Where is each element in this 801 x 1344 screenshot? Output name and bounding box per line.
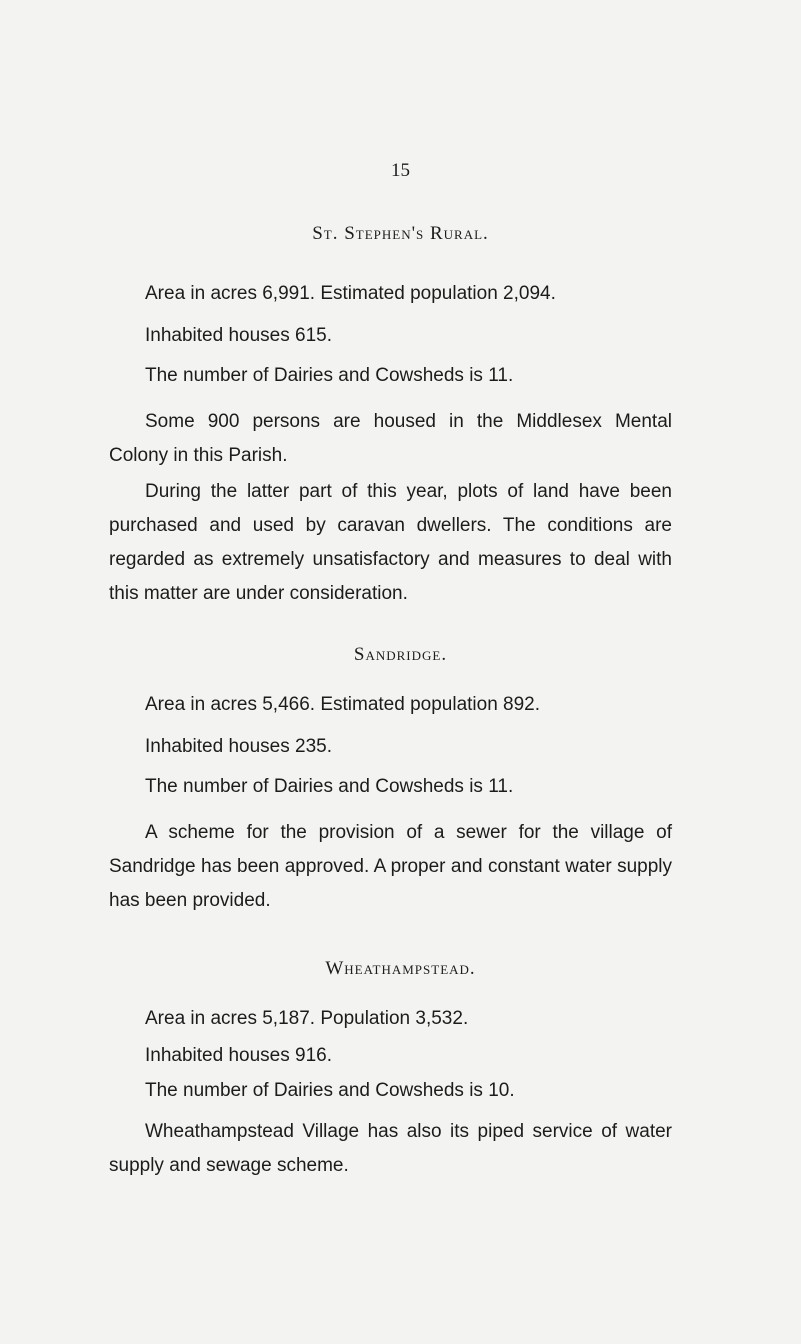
sandridge-houses-line: Inhabited houses 235.: [145, 736, 332, 757]
sandridge-sewer-text: A scheme for the provision of a sewer for the village of Sandridge has been approved. A proper and constant water supply has been provided.: [109, 822, 672, 911]
st-stephens-houses-line: Inhabited houses 615.: [145, 325, 332, 346]
st-stephens-dairies-line: The number of Dairies and Cowsheds is 11.: [145, 365, 514, 386]
st-stephens-caravan-text: During the latter part of this year, plots of land have been purchased and used by caravan dwellers. The conditions are regarded as extremely unsatisfactory and measures to deal with this matter are under consideration.: [109, 481, 672, 604]
wheathampstead-water-paragraph: [109, 1115, 672, 1183]
st-stephens-caravan-paragraph: [109, 475, 672, 611]
wheathampstead-dairies-line: The number of Dairies and Cowsheds is 10.: [145, 1080, 515, 1101]
wheathampstead-houses-line: Inhabited houses 916.: [145, 1045, 332, 1066]
st-stephens-colony-paragraph: [109, 405, 672, 473]
sandridge-dairies-line: The number of Dairies and Cowsheds is 11.: [145, 776, 514, 797]
section-heading-st-stephens: St. Stephen's Rural.: [312, 223, 489, 244]
sandridge-area-line: Area in acres 5,466. Estimated population 892.: [145, 694, 541, 715]
page-number: 15: [391, 160, 410, 181]
section-heading-wheathampstead: Wheathampstead.: [325, 958, 476, 979]
sandridge-sewer-paragraph: [109, 816, 672, 918]
st-stephens-area-line: Area in acres 6,991. Estimated population 2,094.: [145, 283, 556, 304]
st-stephens-colony-text: Some 900 persons are housed in the Middlesex Mental Colony in this Parish.: [109, 411, 672, 466]
wheathampstead-water-text: Wheathampstead Village has also its piped service of water supply and sewage scheme.: [109, 1121, 672, 1176]
wheathampstead-area-line: Area in acres 5,187. Population 3,532.: [145, 1008, 469, 1029]
section-heading-sandridge: Sandridge.: [353, 644, 448, 665]
